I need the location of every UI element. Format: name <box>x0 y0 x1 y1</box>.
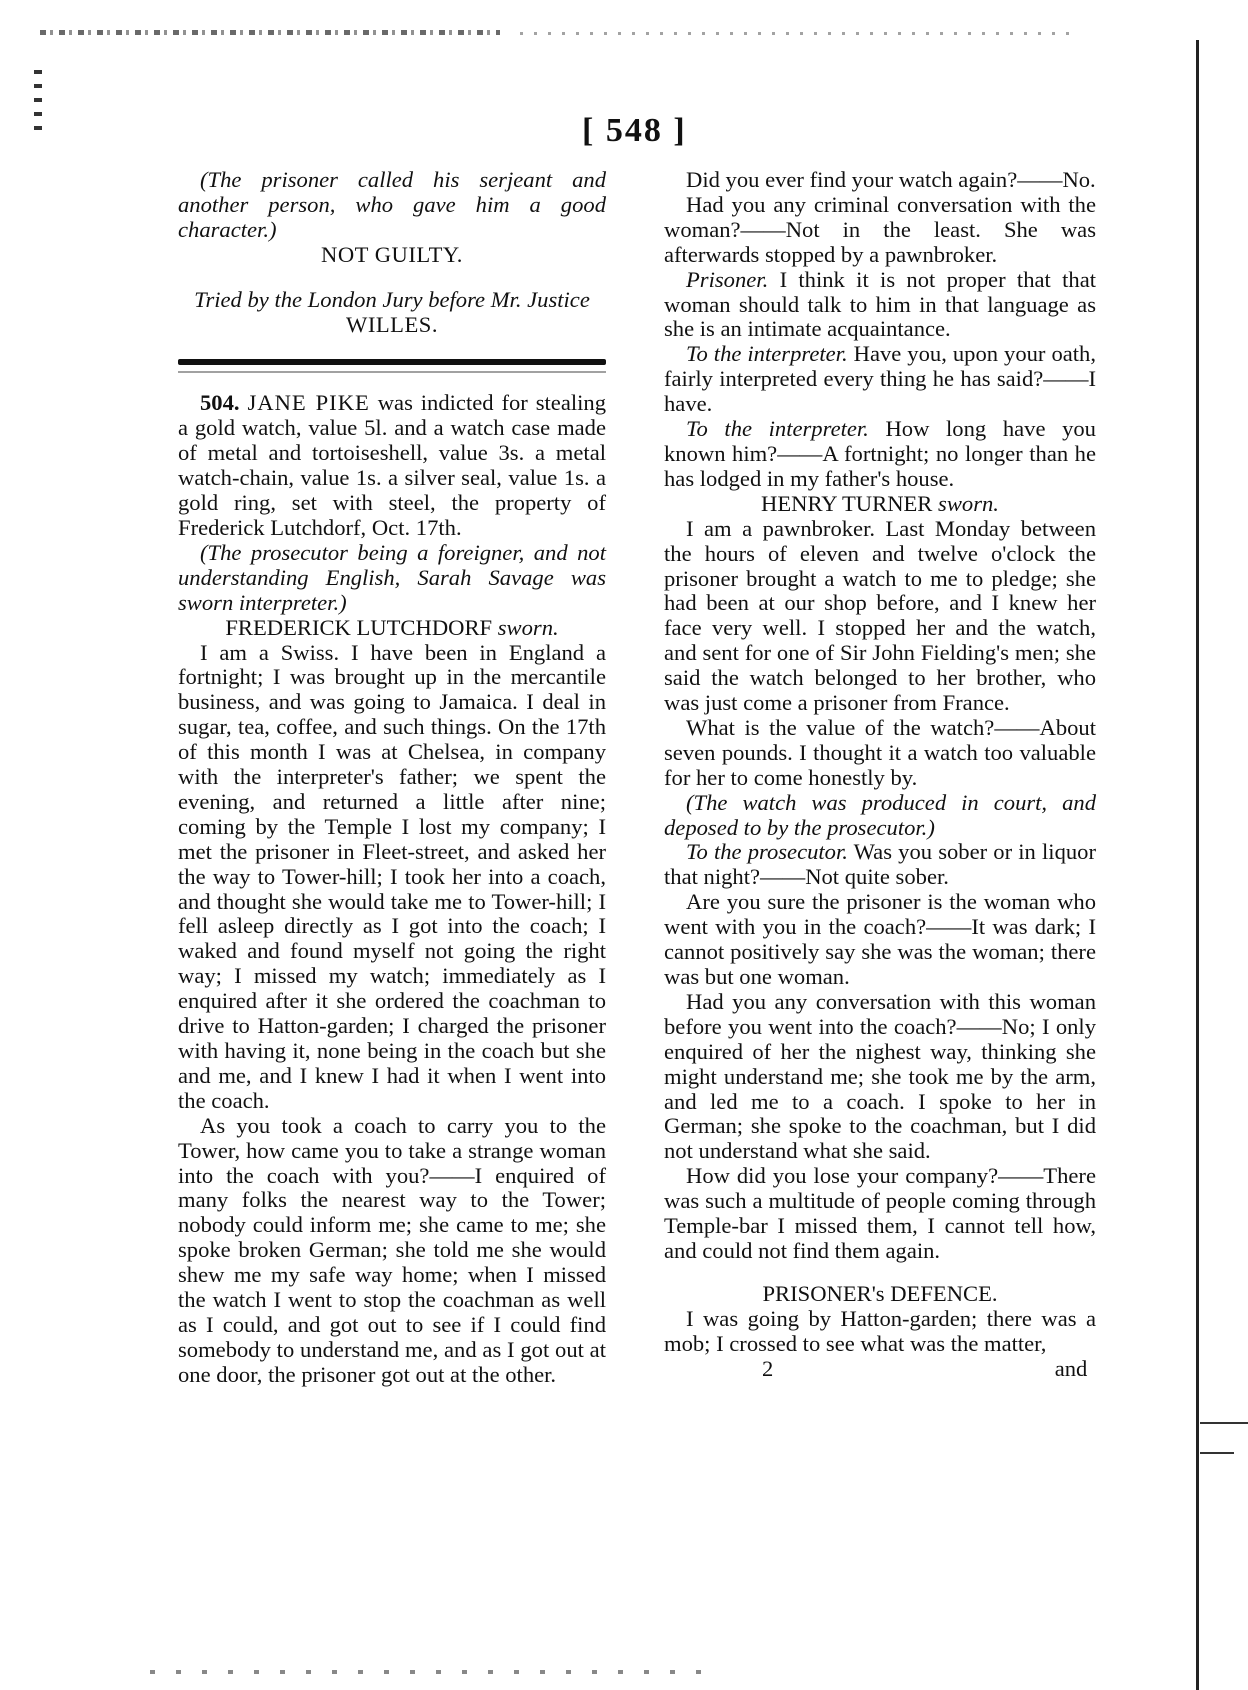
judge-name: WILLES. <box>346 311 438 337</box>
right-column <box>664 168 1096 1382</box>
question-answer <box>664 840 1096 890</box>
testimony: I am a pawnbroker. Last Monday between the hours of eleven and twelve o'clock the prisoner brought a watch to me to pledge; she had been at our shop before, and I knew her face very well. I stopped her and the watch, and sent for one of Sir John Fielding's men; she said the watch belonged to her brother, who was just come a prisoner from France. <box>664 515 1096 716</box>
case-number: 504. <box>200 390 240 416</box>
question-answer: How did you lose your company?——There was such a multitude of people coming through Temple-bar I missed them, I cannot tell how, and could not find them again. <box>664 1163 1096 1263</box>
section-rule <box>178 371 606 373</box>
witness-name: HENRY TURNER <box>761 490 933 516</box>
qa-text: How long have you known him?——A fortnight; no longer than he has lodged in my father's house. <box>664 416 1096 491</box>
left-column <box>178 168 606 1388</box>
speaker-label: To the interpreter. <box>686 341 848 367</box>
question-answer: Are you sure the prisoner is the woman who went with you in the coach?——It was dark; I cannot positively say she was the woman; there was but one woman. <box>664 889 1096 989</box>
catchword: and <box>1054 1355 1088 1381</box>
question-answer: Had you any criminal conversation with the woman?——Not in the least. She was afterwards stopped by a pawnbroker. <box>664 191 1096 267</box>
witness-heading <box>178 616 606 641</box>
bracket-note: (The prisoner called his serjeant and another person, who gave him a good character.) <box>178 167 606 242</box>
scan-noise-left <box>34 70 42 130</box>
sworn-label: sworn. <box>497 614 559 640</box>
question-answer <box>664 342 1096 417</box>
signature-mark: 2 <box>762 1355 774 1381</box>
scan-noise-top <box>40 30 500 35</box>
witness-heading <box>664 492 1096 517</box>
bracket-note: (The prosecutor being a foreigner, and not understanding English, Sarah Savage was sworn interpreter.) <box>178 539 606 615</box>
scan-noise-bottom <box>150 1670 710 1674</box>
page-edge-tick <box>1200 1422 1248 1424</box>
speaker-label: To the prosecutor. <box>686 839 848 865</box>
indictment-text: was indicted for stealing a gold watch, value 5l. and a watch case made of metal and tortoiseshell, value 3s. a metal watch-chain, value 1s. a silver seal, value 1s. a gold ring, set with steel, the property of Frederick Lutchdorf, Oct. 17th. <box>178 390 606 540</box>
defence-heading: PRISONER's DEFENCE. <box>762 1280 998 1306</box>
page-edge-rule <box>1196 40 1199 1690</box>
question-answer: Had you any conversation with this woman before you went into the coach?——No; I only enquired of her the nighest way, thinking she might understand me; she took me by the arm, and led me to a coach. I spoke to her in German; she spoke to the coachman, but I did not understand what she said. <box>664 988 1096 1164</box>
section-rule <box>178 359 606 365</box>
verdict: NOT GUILTY. <box>321 241 463 267</box>
speaker-label: To the interpreter. <box>686 416 869 442</box>
indictment <box>178 391 606 540</box>
sworn-label: sworn. <box>938 490 999 516</box>
page-number: [ 548 ] <box>582 112 687 149</box>
page-edge-tick <box>1200 1452 1234 1454</box>
question-answer: What is the value of the watch?——About seven pounds. I thought it a watch too valuable for her to come honestly by. <box>664 714 1096 790</box>
question-answer <box>664 417 1096 492</box>
defendant-name: JANE PIKE <box>247 390 370 416</box>
speaker-label: Prisoner. <box>686 266 769 292</box>
defence-text: I was going by Hatton-garden; there was a mob; I crossed to see what was the matter, <box>664 1305 1096 1356</box>
prisoner-remark <box>664 268 1096 343</box>
scan-noise-top <box>520 32 1080 35</box>
qa-text: Have you, upon your oath, fairly interpreted every thing he has said?——I have. <box>664 341 1097 417</box>
question-answer: As you took a coach to carry you to the Tower, how came you to take a strange woman into the coach with you?——I enquired of many folks the nearest way to the Tower; nobody could inform me; she came to me; she spoke broken German; she told me she would shew me my safe way home; when I missed the watch I went to stop the coachman as well as I could, and got out to see if I could find somebody to understand me, and as I got out at one door, the prisoner got out at the other. <box>178 1112 606 1387</box>
bracket-note: (The watch was produced in court, and deposed to by the prosecutor.) <box>664 789 1096 840</box>
qa-text: Was you sober or in liquor that night?——Not quite sober. <box>664 839 1096 890</box>
trial-header: Tried by the London Jury before Mr. Justice <box>194 286 590 312</box>
remark-text: I think it is not proper that that woman should talk to him in that language as she is an intimate acquaintance. <box>664 266 1096 342</box>
question-answer: Did you ever find your watch again?——No. <box>686 167 1096 192</box>
footer-line <box>664 1357 1096 1382</box>
witness-name: FREDERICK LUTCHDORF <box>225 614 493 640</box>
testimony: I am a Swiss. I have been in England a fortnight; I was brought up in the mercantile business, and was going to Jamaica. I deal in sugar, tea, coffee, and such things. On the 17th of this month I was at Chelsea, in company with the interpreter's father; we spent the evening, and returned a little after nine; coming by the Temple I lost my company; I met the prisoner in Fleet-street, and asked her the way to Tower-hill; I took her into a coach, and thought she would take me to Tower-hill; I fell asleep directly as I got into the coach; I waked and found myself not going the right way; I missed my watch; immediately as I enquired after it she ordered the coachman to drive to Hatton-garden; I charged the prisoner with having it, none being in the coach but she and me, and I knew I had it when I went into the coach. <box>178 639 606 1113</box>
